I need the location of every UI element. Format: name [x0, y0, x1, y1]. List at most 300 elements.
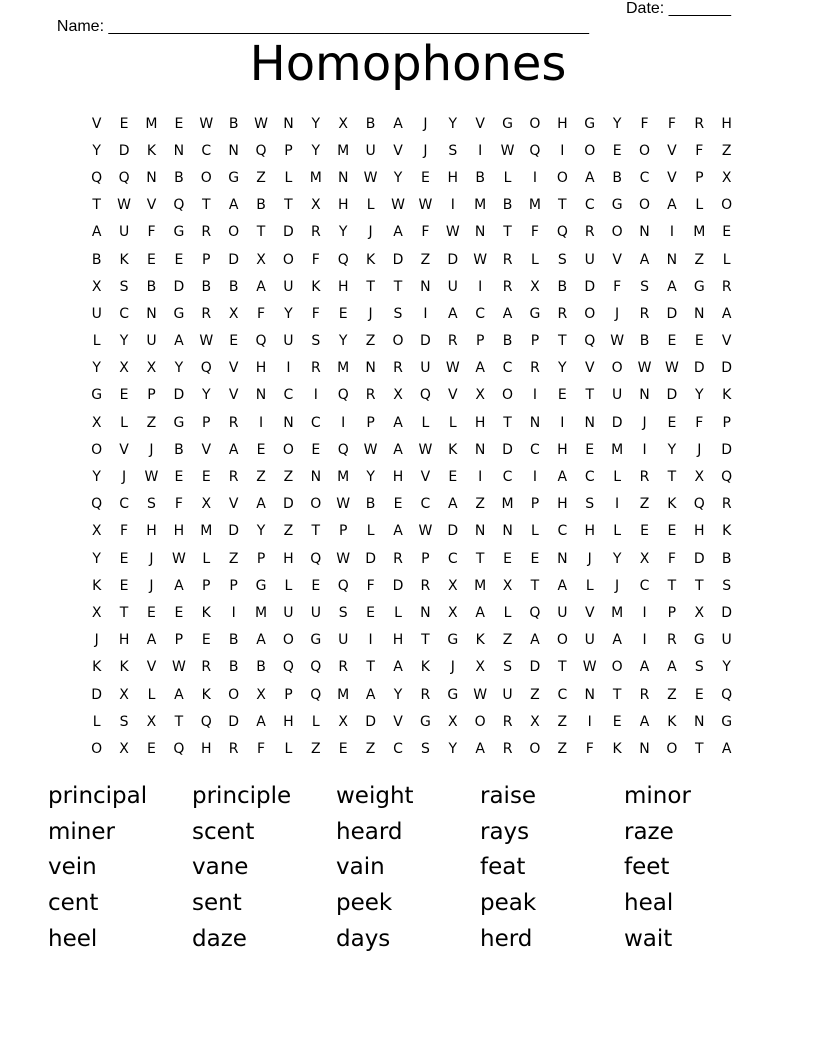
grid-letter: R: [447, 333, 458, 350]
grid-letter: N: [639, 740, 650, 757]
grid-letter: Z: [475, 496, 485, 513]
grid-letter: V: [584, 360, 595, 377]
grid-letter: K: [366, 251, 376, 268]
grid-letter: X: [447, 713, 458, 730]
grid-letter: U: [584, 251, 595, 268]
grid-letter: K: [722, 387, 732, 404]
grid-letter: A: [667, 659, 677, 676]
grid-letter: Q: [173, 740, 185, 757]
grid-letter: C: [584, 197, 595, 214]
grid-letter: G: [228, 169, 240, 186]
grid-letter: Z: [365, 333, 376, 350]
grid-letter: R: [694, 115, 705, 132]
grid-letter: A: [612, 632, 622, 649]
grid-letter: Q: [721, 469, 733, 486]
grid-letter: N: [283, 414, 294, 431]
grid-letter: A: [256, 496, 266, 513]
grid-letter: N: [146, 305, 157, 322]
grid-letter: X: [721, 169, 732, 186]
grid-letter: M: [337, 686, 350, 703]
grid-letter: Y: [92, 360, 101, 377]
grid-letter: P: [256, 550, 266, 567]
grid-letter: O: [282, 632, 294, 649]
grid-letter: Y: [393, 169, 403, 186]
grid-letter: B: [146, 278, 157, 295]
grid-letter: F: [695, 414, 704, 431]
grid-letter: U: [283, 604, 294, 621]
grid-letter: B: [174, 169, 184, 186]
grid-letter: B: [228, 278, 239, 295]
grid-letter: Y: [667, 441, 677, 458]
grid-letter: O: [310, 496, 322, 513]
grid-letter: D: [721, 360, 733, 377]
grid-letter: Q: [255, 333, 267, 350]
grid-letter: L: [531, 523, 539, 540]
grid-letter: M: [611, 604, 624, 621]
word-list-item: cent: [48, 889, 99, 916]
grid-letter: F: [174, 496, 183, 513]
grid-letter: E: [119, 550, 129, 567]
grid-letter: H: [337, 278, 349, 295]
grid-letter: E: [147, 740, 156, 757]
grid-letter: P: [475, 333, 485, 350]
grid-letter: U: [502, 686, 513, 703]
grid-letter: W: [473, 251, 488, 268]
grid-letter: B: [228, 659, 239, 676]
grid-letter: B: [365, 115, 376, 132]
grid-letter: V: [475, 115, 485, 132]
grid-letter: A: [447, 496, 458, 513]
grid-letter: D: [228, 713, 240, 730]
grid-letter: T: [667, 469, 677, 486]
grid-letter: F: [147, 224, 156, 241]
grid-letter: I: [450, 197, 455, 214]
grid-letter: F: [257, 305, 266, 322]
word-list-item: heard: [336, 818, 403, 845]
grid-letter: V: [420, 469, 431, 486]
grid-letter: G: [91, 387, 103, 404]
grid-row: [83, 409, 743, 436]
grid-letter: I: [560, 414, 565, 431]
grid-letter: I: [642, 441, 647, 458]
grid-letter: Y: [448, 740, 458, 757]
grid-letter: C: [393, 740, 403, 757]
grid-letter: W: [336, 550, 351, 567]
grid-letter: A: [256, 632, 266, 649]
grid-letter: P: [284, 142, 293, 159]
grid-row: [83, 300, 743, 327]
grid-letter: Z: [667, 686, 677, 703]
grid-letter: S: [393, 305, 403, 322]
grid-letter: T: [612, 686, 622, 703]
grid-letter: R: [228, 469, 239, 486]
grid-letter: W: [199, 115, 214, 132]
grid-letter: K: [448, 441, 458, 458]
grid-letter: J: [368, 224, 373, 241]
grid-letter: P: [229, 577, 238, 594]
grid-letter: W: [637, 360, 652, 377]
grid-letter: X: [447, 577, 458, 594]
grid-letter: A: [146, 632, 157, 649]
grid-letter: X: [256, 251, 266, 268]
grid-letter: P: [202, 251, 211, 268]
grid-letter: E: [557, 387, 567, 404]
grid-letter: N: [420, 278, 431, 295]
grid-letter: M: [611, 441, 624, 458]
grid-row: [83, 110, 743, 137]
grid-letter: W: [199, 333, 214, 350]
grid-letter: Y: [311, 142, 321, 159]
grid-letter: N: [474, 441, 486, 458]
grid-letter: Z: [365, 740, 376, 757]
grid-letter: L: [613, 469, 622, 486]
grid-letter: H: [283, 713, 294, 730]
grid-row: [83, 246, 743, 273]
grid-letter: B: [502, 333, 513, 350]
word-list-item: rays: [480, 818, 530, 845]
grid-letter: Z: [311, 740, 321, 757]
grid-letter: L: [448, 414, 457, 431]
grid-letter: V: [201, 441, 212, 458]
grid-letter: O: [638, 142, 651, 159]
grid-letter: E: [147, 604, 156, 621]
grid-letter: Q: [529, 142, 541, 159]
grid-letter: Q: [200, 360, 212, 377]
grid-letter: L: [585, 577, 594, 594]
grid-letter: R: [721, 278, 732, 295]
grid-row: [83, 627, 743, 654]
grid-letter: C: [502, 360, 513, 377]
grid-letter: V: [146, 659, 157, 676]
grid-letter: Z: [283, 469, 294, 486]
grid-letter: G: [255, 577, 267, 594]
word-list-row: [48, 921, 778, 957]
grid-letter: S: [694, 659, 704, 676]
word-list-item: herd: [480, 925, 533, 952]
grid-letter: R: [310, 360, 321, 377]
grid-letter: R: [639, 305, 650, 322]
grid-letter: C: [310, 414, 321, 431]
grid-letter: Z: [694, 251, 705, 268]
grid-letter: U: [283, 278, 294, 295]
grid-letter: C: [557, 523, 568, 540]
grid-letter: O: [584, 305, 596, 322]
grid-letter: W: [117, 197, 131, 214]
grid-letter: Q: [337, 577, 349, 594]
grid-letter: C: [639, 577, 650, 594]
grid-letter: C: [283, 387, 294, 404]
grid-letter: G: [173, 224, 185, 241]
grid-letter: K: [201, 604, 211, 621]
grid-letter: G: [502, 115, 513, 132]
grid-letter: E: [612, 142, 622, 159]
grid-letter: O: [611, 224, 623, 241]
grid-letter: X: [119, 740, 129, 757]
grid-letter: M: [309, 169, 322, 186]
grid-letter: A: [228, 441, 239, 458]
grid-letter: W: [171, 550, 186, 567]
grid-letter: X: [694, 469, 705, 486]
grid-letter: X: [694, 604, 705, 621]
grid-letter: X: [201, 496, 212, 513]
grid-letter: K: [475, 632, 485, 649]
grid-letter: T: [119, 604, 129, 621]
grid-letter: E: [311, 577, 321, 594]
grid-letter: L: [503, 169, 512, 186]
grid-letter: T: [201, 197, 211, 214]
grid-letter: X: [91, 278, 102, 295]
grid-letter: P: [202, 577, 211, 594]
grid-letter: K: [119, 659, 129, 676]
grid-letter: Z: [283, 523, 294, 540]
grid-letter: T: [695, 740, 704, 757]
grid-letter: A: [502, 305, 513, 322]
grid-letter: D: [502, 441, 513, 458]
grid-letter: Z: [228, 550, 239, 567]
grid-letter: M: [337, 360, 350, 377]
grid-letter: D: [666, 305, 678, 322]
grid-letter: F: [667, 550, 676, 567]
grid-letter: Q: [419, 387, 431, 404]
grid-letter: R: [639, 469, 650, 486]
grid-letter: A: [475, 604, 485, 621]
grid-letter: D: [693, 550, 705, 567]
grid-letter: K: [420, 659, 430, 676]
grid-letter: U: [283, 333, 294, 350]
grid-letter: F: [366, 577, 375, 594]
grid-letter: A: [393, 523, 403, 540]
grid-letter: T: [695, 577, 704, 594]
grid-letter: J: [149, 577, 154, 594]
grid-letter: K: [612, 740, 622, 757]
word-list-item: principle: [192, 782, 292, 809]
grid-letter: E: [667, 414, 677, 431]
word-list-item: peak: [480, 889, 537, 916]
grid-letter: J: [423, 142, 428, 159]
grid-letter: I: [368, 632, 373, 649]
word-list-item: sent: [192, 889, 242, 916]
grid-letter: B: [365, 496, 376, 513]
grid-letter: Q: [255, 142, 267, 159]
word-list-item: vane: [192, 854, 249, 881]
grid-letter: Y: [338, 224, 348, 241]
grid-letter: L: [120, 414, 128, 431]
grid-letter: P: [366, 414, 375, 431]
grid-letter: E: [229, 333, 239, 350]
grid-letter: X: [338, 713, 348, 730]
grid-letter: B: [612, 169, 622, 186]
grid-letter: U: [447, 278, 458, 295]
grid-letter: M: [474, 577, 487, 594]
grid-letter: I: [478, 142, 483, 159]
grid-letter: N: [502, 523, 513, 540]
grid-letter: N: [694, 305, 705, 322]
grid-letter: D: [447, 523, 459, 540]
grid-letter: C: [557, 686, 568, 703]
grid-letter: D: [693, 360, 705, 377]
grid-letter: J: [149, 441, 154, 458]
grid-letter: B: [557, 278, 568, 295]
grid-letter: I: [615, 496, 620, 513]
grid-letter: B: [256, 659, 266, 676]
word-list-item: heal: [624, 889, 674, 916]
grid-letter: N: [173, 142, 185, 159]
grid-letter: C: [119, 496, 129, 513]
grid-letter: E: [694, 333, 704, 350]
grid-letter: Y: [338, 333, 348, 350]
word-list-item: heel: [48, 925, 98, 952]
grid-letter: H: [584, 523, 595, 540]
grid-letter: T: [503, 414, 512, 431]
grid-letter: N: [529, 414, 541, 431]
grid-letter: S: [338, 604, 348, 621]
grid-letter: X: [530, 278, 540, 295]
grid-letter: R: [584, 224, 595, 241]
grid-row: [83, 654, 743, 681]
grid-letter: X: [119, 360, 129, 377]
grid-letter: O: [611, 659, 623, 676]
grid-letter: A: [447, 305, 458, 322]
grid-letter: A: [365, 686, 376, 703]
grid-letter: O: [228, 224, 240, 241]
grid-letter: O: [502, 387, 514, 404]
grid-letter: N: [420, 604, 431, 621]
grid-letter: T: [366, 278, 375, 295]
grid-letter: I: [532, 169, 538, 186]
grid-letter: A: [228, 197, 239, 214]
grid-letter: E: [338, 740, 348, 757]
grid-letter: B: [228, 632, 239, 649]
grid-letter: H: [557, 115, 568, 132]
word-list-item: feet: [624, 854, 670, 881]
grid-letter: X: [256, 686, 266, 703]
grid-letter: L: [613, 523, 622, 540]
word-list-item: weight: [336, 782, 414, 809]
grid-letter: T: [256, 224, 266, 241]
grid-letter: Y: [695, 387, 704, 404]
grid-letter: H: [694, 523, 705, 540]
grid-letter: N: [337, 169, 349, 186]
grid-letter: X: [146, 360, 157, 377]
grid-letter: I: [478, 278, 483, 295]
grid-letter: D: [419, 333, 431, 350]
grid-letter: J: [450, 659, 455, 676]
grid-letter: E: [667, 523, 677, 540]
grid-letter: B: [721, 550, 732, 567]
grid-letter: Q: [310, 659, 322, 676]
grid-letter: E: [119, 387, 129, 404]
grid-letter: N: [474, 523, 486, 540]
grid-letter: M: [337, 469, 350, 486]
grid-row: [83, 735, 743, 762]
grid-letter: K: [146, 142, 157, 159]
grid-letter: Q: [91, 169, 103, 186]
grid-letter: D: [91, 686, 103, 703]
grid-letter: N: [228, 142, 239, 159]
name-field-label[interactable]: Name: ______________________________________________________: [56, 18, 589, 35]
grid-letter: T: [475, 550, 485, 567]
grid-letter: R: [502, 740, 513, 757]
grid-letter: G: [693, 632, 705, 649]
grid-row: [83, 436, 743, 463]
grid-letter: A: [557, 469, 568, 486]
grid-letter: X: [228, 305, 239, 322]
grid-letter: P: [202, 414, 211, 431]
grid-letter: K: [119, 251, 129, 268]
grid-letter: U: [146, 333, 157, 350]
grid-letter: W: [445, 360, 460, 377]
grid-letter: P: [530, 496, 540, 513]
grid-letter: E: [585, 441, 595, 458]
grid-letter: E: [201, 469, 211, 486]
grid-letter: M: [474, 197, 487, 214]
grid-letter: W: [391, 197, 405, 214]
grid-letter: B: [475, 169, 485, 186]
grid-letter: K: [311, 278, 321, 295]
grid-letter: T: [174, 713, 184, 730]
grid-letter: C: [502, 469, 513, 486]
grid-letter: O: [721, 197, 733, 214]
grid-letter: D: [392, 577, 404, 594]
grid-letter: X: [91, 523, 102, 540]
grid-letter: Y: [119, 333, 129, 350]
grid-letter: S: [119, 713, 129, 730]
grid-letter: J: [587, 550, 592, 567]
grid-letter: Q: [310, 686, 322, 703]
grid-letter: E: [503, 550, 512, 567]
grid-letter: T: [393, 278, 403, 295]
grid-letter: A: [393, 224, 403, 241]
grid-letter: T: [558, 659, 567, 676]
grid-letter: A: [393, 414, 403, 431]
grid-letter: X: [311, 197, 321, 214]
grid-letter: E: [530, 550, 540, 567]
grid-letter: X: [91, 414, 102, 431]
grid-row: [83, 382, 743, 409]
grid-row: [83, 137, 743, 164]
grid-letter: Z: [420, 251, 431, 268]
grid-letter: Q: [556, 224, 568, 241]
grid-letter: C: [475, 305, 486, 322]
grid-letter: E: [448, 469, 458, 486]
grid-letter: J: [368, 305, 373, 322]
grid-letter: H: [283, 550, 294, 567]
word-list-item: minor: [624, 782, 691, 809]
grid-letter: Q: [118, 169, 130, 186]
grid-letter: D: [365, 713, 376, 730]
grid-letter: O: [200, 169, 212, 186]
grid-letter: D: [392, 251, 404, 268]
grid-letter: W: [664, 360, 679, 377]
grid-letter: C: [201, 142, 212, 159]
grid-letter: A: [174, 577, 184, 594]
word-list-item: vein: [48, 854, 97, 881]
grid-letter: V: [393, 142, 403, 159]
grid-letter: R: [201, 305, 212, 322]
grid-letter: P: [695, 169, 704, 186]
name-date-line: [48, 0, 748, 35]
grid-letter: Y: [311, 115, 321, 132]
grid-letter: D: [611, 414, 623, 431]
grid-letter: O: [392, 333, 404, 350]
grid-letter: A: [667, 197, 677, 214]
grid-letter: V: [228, 360, 239, 377]
grid-letter: K: [92, 577, 102, 594]
grid-letter: D: [529, 659, 541, 676]
grid-letter: A: [721, 305, 732, 322]
date-field-label[interactable]: Date: _______: [626, 0, 731, 17]
grid-letter: I: [313, 387, 318, 404]
